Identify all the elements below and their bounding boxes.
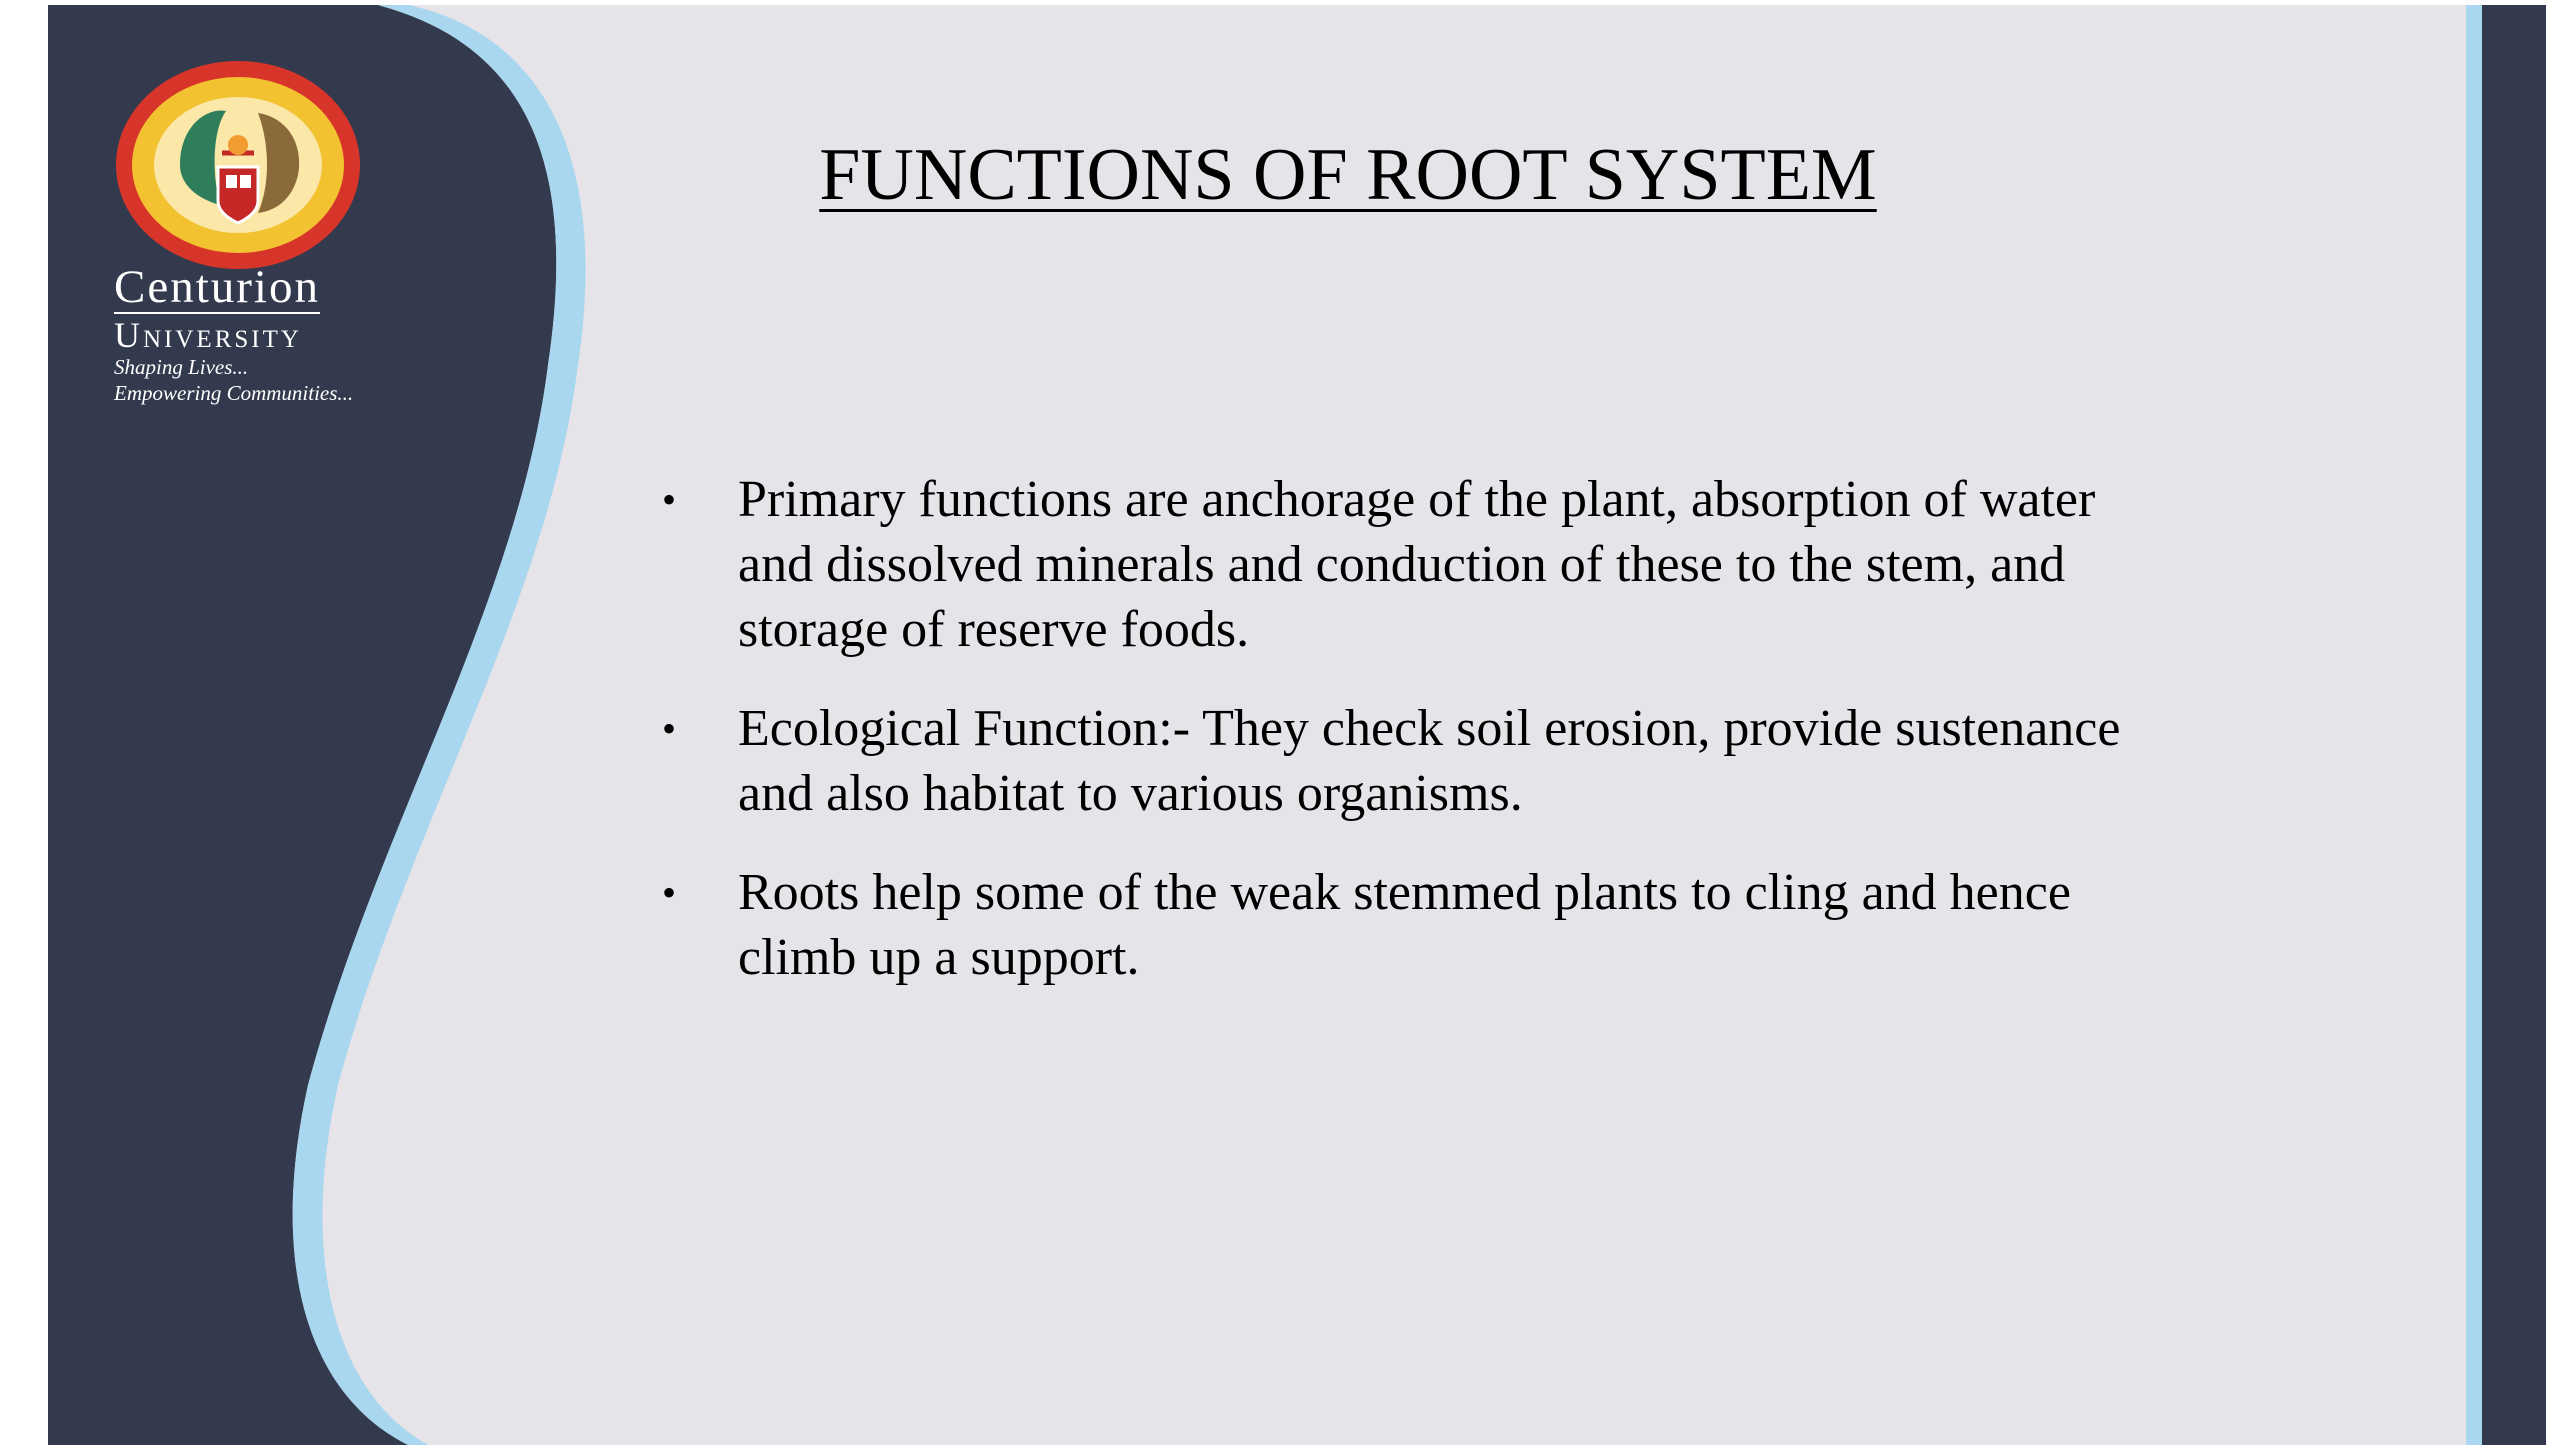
slide — [48, 5, 2546, 1445]
university-brand — [114, 263, 474, 406]
brand-tagline-1: Shaping Lives... — [114, 355, 249, 379]
bullet-text: Roots help some of the weak stemmed plants to cling and hence climb up a support. — [738, 864, 2071, 986]
bullet-item — [620, 860, 2160, 990]
brand-name: Centurion — [114, 261, 320, 313]
bullet-text: Primary functions are anchorage of the plant, absorption of water and dissolved minerals and conduction of these to the stem, and storage of reserve foods. — [738, 471, 2096, 658]
brand-sub: University — [114, 315, 302, 355]
bullet-list — [620, 467, 2160, 1024]
university-crest-icon — [108, 55, 368, 275]
bullet-icon: • — [662, 706, 677, 751]
brand-tagline-2: Empowering Communities... — [114, 381, 354, 405]
bullet-item — [620, 696, 2160, 826]
slide-title: FUNCTIONS OF ROOT SYSTEM — [819, 134, 1877, 216]
bullet-item — [620, 467, 2160, 662]
bullet-icon: • — [662, 870, 677, 915]
bullet-icon: • — [662, 477, 677, 522]
bullet-text: Ecological Function:- They check soil erosion, provide sustenance and also habitat to various organisms. — [738, 700, 2121, 822]
right-stripe — [2466, 5, 2482, 1445]
right-panel — [2482, 5, 2546, 1445]
